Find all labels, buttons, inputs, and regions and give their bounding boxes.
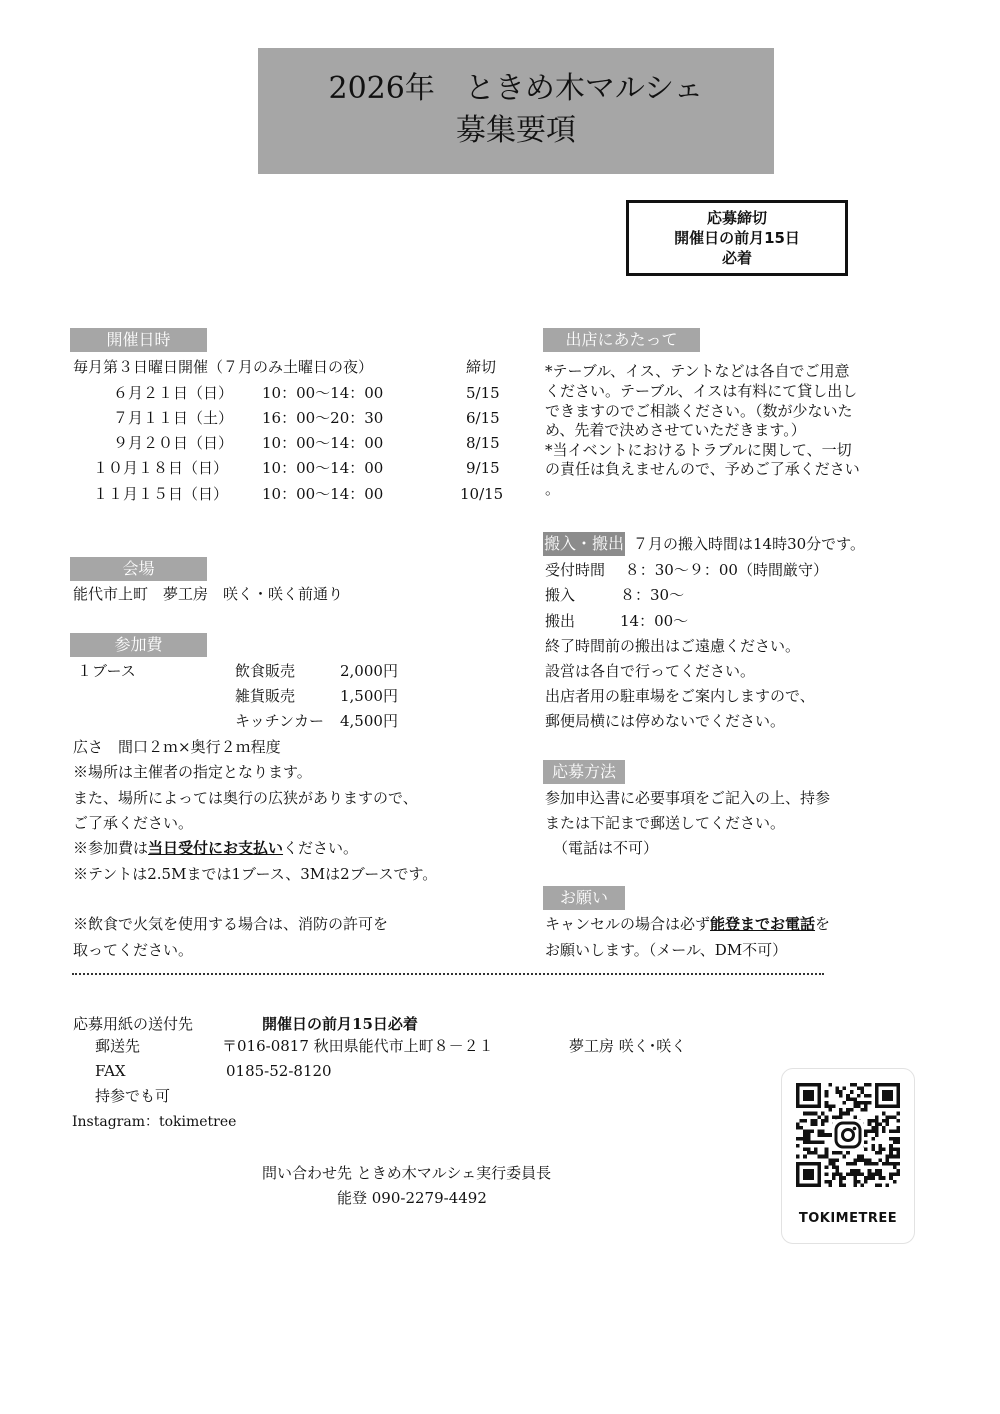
load-out-time: 搬出 14：00～ <box>545 612 689 630</box>
tent-note: ※テントは2.5Mまでは1ブース、3Mは2ブースです。 <box>73 865 438 883</box>
request-pre: キャンセルの場合は必ず <box>545 915 711 933</box>
fire-note: 取ってください。 <box>73 941 194 959</box>
request-label: お願い <box>543 886 625 910</box>
request-underline: 能登までお電話 <box>710 915 816 933</box>
loading-line: 出店者用の駐車場をご案内しますので、 <box>545 687 815 705</box>
venue-text: 能代市上町 夢工房 咲く・咲く前通り <box>73 585 344 603</box>
fee-note-payment <box>73 838 358 858</box>
request-post: を <box>815 915 831 933</box>
venue-label: 会場 <box>70 557 207 581</box>
deadline-line1: 応募締切 <box>706 209 767 227</box>
deadline-box <box>626 200 848 276</box>
store-line: ください。テーブル、イスは有料にて貸し出し <box>545 382 858 400</box>
loading-line: 郵便局横には停めないでください。 <box>545 712 786 730</box>
send-deadline: 開催日の前月15日必着 <box>262 1015 418 1033</box>
apply-line: 参加申込書に必要事項をご記入の上、持参 <box>545 789 831 807</box>
fee-booth: １ブース <box>77 662 136 680</box>
title-banner <box>258 48 774 174</box>
schedule-date: ９月２０日（日） <box>113 434 234 452</box>
page-title: 2026年 ときめ木マルシェ <box>328 71 704 106</box>
request-line: お願いします。（メール、DM不可） <box>545 941 788 959</box>
loading-label: 搬入・搬出 <box>543 532 625 556</box>
fax-label: FAX <box>95 1062 126 1080</box>
fee-note: ※場所は主催者の指定となります。 <box>73 763 312 781</box>
contact-phone: 能登 090-2279-4492 <box>337 1189 487 1207</box>
store-line: 。 <box>545 480 561 498</box>
schedule-time: 10：00～14：00 <box>262 459 384 477</box>
bring-note: 持参でも可 <box>95 1087 171 1105</box>
schedule-date: １０月１８日（日） <box>93 459 229 477</box>
load-in-time: 搬入 ８：30～ <box>545 586 685 604</box>
post-name: 夢工房 咲く･咲く <box>569 1037 687 1055</box>
schedule-time: 16：00～20：30 <box>262 409 384 427</box>
deadline-line3: 必着 <box>721 249 752 267</box>
schedule-time: 10：00～14：00 <box>262 384 384 402</box>
schedule-deadline: 10/15 <box>460 485 504 503</box>
fee-note-pre: ※参加費は <box>73 839 149 857</box>
fee-note-underline: 当日受付にお支払い <box>148 839 284 857</box>
schedule-date: １１月１５日（日） <box>93 485 229 503</box>
deadline-line2: 開催日の前月15日 <box>674 229 800 247</box>
schedule-deadline: 9/15 <box>466 459 500 477</box>
instagram-handle: Instagram：tokimetree <box>72 1114 237 1130</box>
schedule-date: ７月１１日（土） <box>113 409 234 427</box>
qr-card[interactable] <box>781 1068 915 1244</box>
fee-item-name: 雑貨販売 <box>235 687 296 705</box>
loading-note: ７月の搬入時間は14時30分です。 <box>633 535 865 553</box>
store-line: め、先着で決めさせていただきます。） <box>545 421 806 439</box>
fee-item-price: 1,500円 <box>340 687 398 705</box>
dotted-divider <box>72 973 824 975</box>
store-line: *当イベントにおけるトラブルに関して、一切 <box>545 441 852 459</box>
store-label: 出店にあたって <box>543 328 700 352</box>
instagram-icon <box>831 1118 865 1152</box>
fee-note: また、場所によっては奥行の広狭がありますので、 <box>73 789 418 807</box>
fee-item-price: 4,500円 <box>340 712 398 730</box>
store-line: *テーブル、イス、テントなどは各自でご用意 <box>545 362 850 380</box>
deadline-header: 締切 <box>466 358 497 376</box>
schedule-deadline: 8/15 <box>466 434 500 452</box>
schedule-date: ６月２１日（日） <box>113 384 234 402</box>
fax-number: 0185-52-8120 <box>226 1062 332 1080</box>
send-label: 応募用紙の送付先 <box>73 1015 194 1033</box>
fee-item-name: キッチンカー <box>235 712 324 730</box>
store-line: できますのでご相談ください。（数が少ないた <box>545 402 853 420</box>
reception-time: 受付時間 ８：30～９：00（時間厳守） <box>545 561 828 579</box>
booth-size: 広さ 間口２ｍ×奥行２ｍ程度 <box>73 738 281 756</box>
fee-note-post: ください。 <box>283 839 359 857</box>
fee-note: ご了承ください。 <box>73 814 194 832</box>
fee-label: 参加費 <box>70 633 207 657</box>
post-address: 〒016-0817 秋田県能代市上町８－２１ <box>222 1037 494 1055</box>
fire-note: ※飲食で火気を使用する場合は、消防の許可を <box>73 915 389 933</box>
loading-line: 終了時間前の搬出はご遠慮ください。 <box>545 637 801 655</box>
apply-line: または下記まで郵送してください。 <box>545 814 786 832</box>
schedule-deadline: 6/15 <box>466 409 500 427</box>
apply-label: 応募方法 <box>543 760 625 784</box>
schedule-deadline: 5/15 <box>466 384 500 402</box>
post-label: 郵送先 <box>95 1037 141 1055</box>
fee-item-name: 飲食販売 <box>235 662 296 680</box>
loading-line: 設営は各自で行ってください。 <box>545 662 756 680</box>
contact-label: 問い合わせ先 ときめ木マルシェ実行委員長 <box>262 1164 552 1182</box>
schedule-label: 開催日時 <box>70 328 207 352</box>
schedule-time: 10：00～14：00 <box>262 434 384 452</box>
apply-line: （電話は不可） <box>553 839 659 857</box>
request-line <box>545 914 830 934</box>
schedule-time: 10：00～14：00 <box>262 485 384 503</box>
fee-item-price: 2,000円 <box>340 662 398 680</box>
store-line: の責任は負えませんので、予めご了承ください <box>545 460 860 478</box>
schedule-intro: 毎月第３日曜日開催（７月のみ土曜日の夜） <box>73 358 374 376</box>
qr-label: TOKIMETREE <box>798 1211 898 1226</box>
page-subtitle: 募集要項 <box>456 113 576 148</box>
